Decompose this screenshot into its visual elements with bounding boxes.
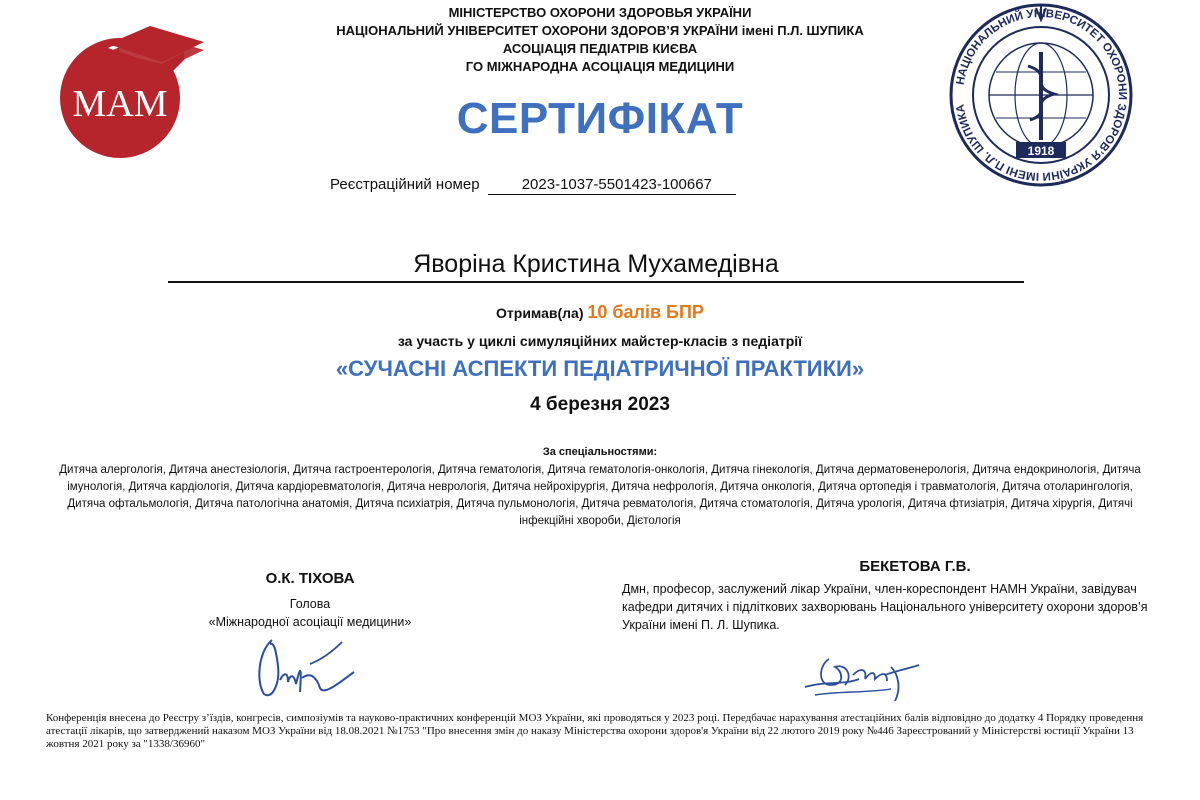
registration-number: 2023-1037-5501423-100667 (488, 176, 736, 195)
header-university: НАЦІОНАЛЬНИЙ УНІВЕРСИТЕТ ОХОРОНИ ЗДОРОВ’Я УКРАЇНИ імені П.Л. ШУПИКА (336, 23, 864, 38)
signatory2-name: БЕКЕТОВА Г.В. (859, 558, 971, 575)
signatory2-signature (795, 645, 925, 705)
specialties-label: За спеціальностями: (542, 446, 658, 458)
certificate-title: СЕРТИФІКАТ (456, 94, 744, 143)
participation-text: за участь у циклі симуляційних майстер-класів з педіатрії (397, 333, 803, 349)
recipient-name: Яворіна Кристина Мухамедівна (168, 250, 1024, 283)
course-title: «СУЧАСНІ АСПЕКТИ ПЕДІАТРИЧНОЇ ПРАКТИКИ» (335, 356, 865, 381)
registration-line (330, 176, 870, 195)
signatory2-description: Дмн, професор, заслужений лікар України, член-кореспондент НАМН України, завідувач кафедри дитячих і підліткових захворювань Національного університету охорони здоров’я України імені П. Л. Шупика. (622, 582, 1148, 632)
header-international-association: ГО МІЖНАРОДНА АСОЦІАЦІЯ МЕДИЦИНИ (465, 59, 735, 74)
event-date: 4 березня 2023 (530, 394, 670, 415)
received-line (300, 302, 900, 323)
signatory1-signature (250, 632, 370, 702)
seal-year: 1918 (1027, 144, 1055, 158)
signatory1-organization: «Міжнародної асоціації медицини» (208, 615, 412, 629)
registration-label: Реєстраційний номер (330, 176, 480, 193)
received-points: 10 балів БПР (587, 302, 704, 322)
registry-footer-note: Конференція внесена до Реєстру з’їздів, конгресів, симпозіумів та науково-практичних конференцій МОЗ України, які проводяться у 2023 році. Передбачає нарахування атестаційних балів відповідно до додатку 4 Порядку проведення атестації лікарів, що затверджений наказом МОЗ України від 18.08.2021 №1753 "Про внесення змін до наказу Міністерства охорони здоров'я України від 22 лютого 2019 року №446 Зареєстрований у Міністерстві юстиції України 13 жовтня 2021 року за "1338/36960" (46, 712, 1144, 750)
received-prefix: Отримав(ла) (496, 305, 584, 321)
header-ministry: МІНІСТЕРСТВО ОХОРОНИ ЗДОРОВЬЯ УКРАЇНИ (448, 5, 752, 20)
signatory1-role: Голова (289, 597, 331, 611)
mam-logo-text: МАМ (72, 83, 168, 125)
certificate-header (230, 4, 970, 76)
header-association-kyiv: АСОЦІАЦІЯ ПЕДІАТРІВ КИЄВА (502, 41, 698, 56)
specialties-list: Дитяча алергологія, Дитяча анестезіологія, Дитяча гастроентерологія, Дитяча гематологія, Дитяча гематологія-онкологія, Дитяча гінекологія, Дитяча дерматовенерологія, Дитяча ендокринологія, Дитяча імунологія, Дитяча кардіологія, Дитяча кардіоревматологія, Дитяча неврологія, Дитяча нейрохірургія, Дитяча нефрологія, Дитяча онкологія, Дитяча ортопедія і травматологія, Дитяча отоларингологія, Дитяча офтальмологія, Дитяча патологічна анатомія, Дитяча психіатрія, Дитяча пульмонологія, Дитяча ревматологія, Дитяча стоматологія, Дитяча урологія, Дитяча фтизіатрія, Дитяча хірургія, Дитячі інфекційні хвороби, Дієтологія (59, 464, 1141, 527)
signatory1-name: О.К. ТІХОВА (265, 570, 355, 587)
mam-logo (58, 20, 208, 160)
seal-ring-text: НАЦІОНАЛЬНИЙ УНІВЕРСИТЕТ ОХОРОНИ ЗДОРОВ’Я УКРАЇНИ ІМЕНІ П.Л. ШУПИКА (954, 7, 1129, 183)
university-seal (948, 2, 1134, 188)
